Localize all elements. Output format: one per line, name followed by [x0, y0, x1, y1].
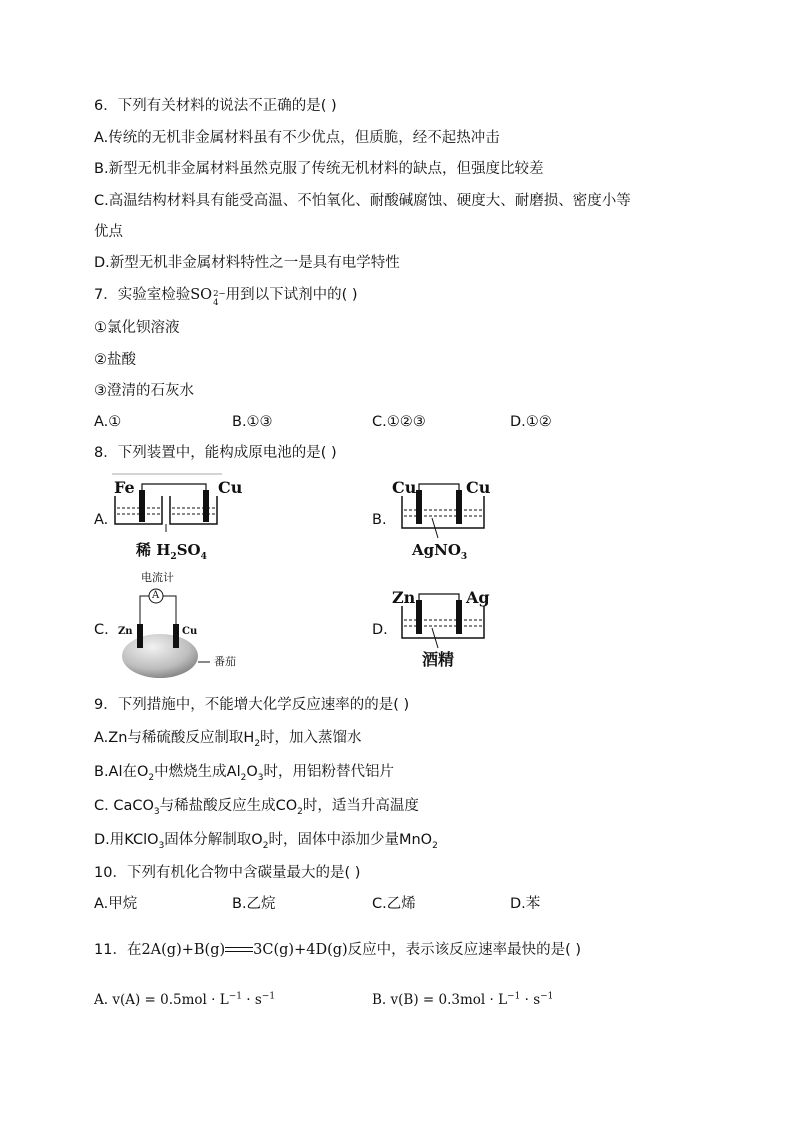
- q7-reagent-1: ①氯化钡溶液: [94, 320, 180, 336]
- q8-label-c: C.: [94, 622, 109, 638]
- sulfate-ion: SO 2− 4: [190, 287, 226, 308]
- q6-stem: 6．下列有关材料的说法不正确的是( ): [94, 98, 337, 114]
- solution-dilute-h2so4: 稀 $H_2SO_4$: [136, 541, 207, 562]
- electrode-zn: Zn: [392, 588, 416, 607]
- q7-option-d: D.①②: [510, 414, 552, 430]
- q10-option-b: B.乙烷: [232, 896, 276, 912]
- q10-option-d: D.苯: [510, 896, 541, 912]
- q11-option-a: A. $v(A) = 0.5mol \cdot L^{-1} \cdot s^{-1}$: [94, 991, 276, 1008]
- solution-alcohol: 酒精: [422, 650, 455, 669]
- electrode-cu-right: Cu: [466, 478, 491, 497]
- q10-option-c: C.乙烯: [372, 896, 416, 912]
- q7-reagent-3: ③澄清的石灰水: [94, 383, 194, 399]
- equation-right: 3C(g)+4D(g): [253, 942, 348, 958]
- q6-option-d: D.新型无机非金属材料特性之一是具有电学特性: [94, 255, 400, 271]
- q8-label-d: D.: [372, 622, 388, 638]
- electrode-zn: Zn: [118, 626, 133, 637]
- electrode-cu-left: Cu: [392, 478, 417, 497]
- q7-stem: 7．实验室检验 SO 2− 4 用到以下试剂中的( ): [94, 285, 358, 311]
- apparatus-d: [392, 586, 492, 676]
- ammeter-label: 电流计: [141, 571, 174, 584]
- q7-option-c: C.①②③: [372, 414, 426, 430]
- q9-option-b: B.Al在$O_2$中燃烧生成$Al_2O_3$时，用铝粉替代铝片: [94, 764, 394, 783]
- q6-option-b: B.新型无机非金属材料虽然克服了传统无机材料的缺点，但强度比较差: [94, 161, 544, 177]
- apparatus-c: [114, 570, 254, 680]
- q7-reagent-2: ②盐酸: [94, 352, 136, 368]
- apparatus-b: [392, 476, 492, 566]
- solution-agno3: AgNO$_3$: [412, 541, 468, 562]
- tomato-label: 番茄: [214, 655, 236, 668]
- apparatus-a: [112, 474, 243, 564]
- electrode-fe: Fe: [114, 478, 135, 497]
- q6-option-c-line2: 优点: [94, 224, 123, 240]
- q10-option-a: A.甲烷: [94, 896, 138, 912]
- q9-option-d: D.用KClO$_3$固体分解制取$O_2$时，固体中添加少量MnO$_2$: [94, 832, 438, 851]
- equilibrium-sign: [225, 946, 253, 954]
- q8-label-a: A.: [94, 512, 109, 528]
- q6-option-c-line1: C.高温结构材料具有能受高温、不怕氧化、耐酸碱腐蚀、硬度大、耐磨损、密度小等: [94, 193, 631, 209]
- q8-label-b: B.: [372, 512, 387, 528]
- q6-option-a: A.传统的无机非金属材料虽有不少优点，但质脆，经不起热冲击: [94, 130, 500, 146]
- electrode-cu: Cu: [218, 478, 243, 497]
- q10-stem: 10．下列有机化合物中含碳量最大的是( ): [94, 865, 361, 881]
- electrode-ag: Ag: [466, 588, 490, 607]
- equation-left: 2A(g)+B(g): [141, 942, 226, 958]
- q9-option-a: A.Zn与稀硫酸反应制取$H_2$时，加入蒸馏水: [94, 730, 362, 749]
- electrode-cu: Cu: [182, 626, 198, 637]
- q9-stem: 9．下列措施中，不能增大化学反应速率的的是( ): [94, 697, 410, 713]
- ammeter-icon: A: [152, 590, 160, 601]
- q11-option-b: B. $v(B) = 0.3mol \cdot L^{-1} \cdot s^{-1}$: [372, 991, 554, 1008]
- q11-stem: 11．在2A(g)+B(g) 3C(g)+4D(g)反应中，表示该反应速率最快的是( ): [94, 942, 582, 958]
- q7-option-b: B.①③: [232, 414, 273, 430]
- q8-stem: 8．下列装置中，能构成原电池的是( ): [94, 445, 337, 461]
- q9-option-c: C. CaCO$_3$与稀盐酸反应生成$CO_2$时，适当升高温度: [94, 798, 419, 817]
- q7-option-a: A.①: [94, 414, 122, 430]
